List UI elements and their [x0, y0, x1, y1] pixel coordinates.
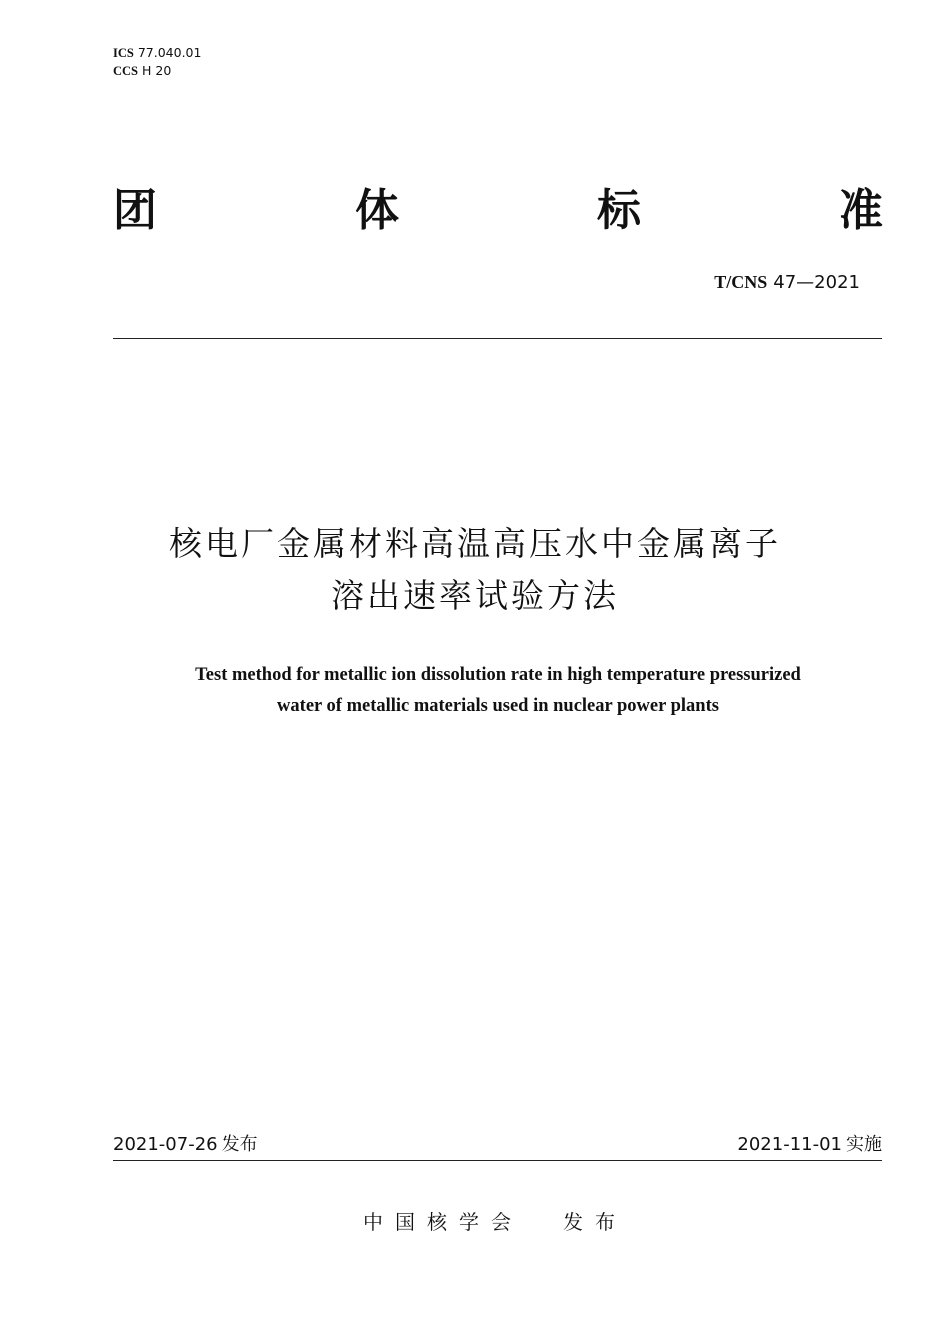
ics-code — [113, 44, 201, 62]
chinese-title — [0, 518, 950, 622]
publisher-action: 发布 — [563, 1210, 627, 1234]
ics-label: ICS — [113, 46, 134, 60]
english-title-line-2: water of metallic materials used in nuclear power plants — [277, 696, 719, 716]
ccs-code — [113, 62, 201, 80]
ccs-value: H 20 — [142, 63, 172, 78]
bottom-divider — [113, 1160, 882, 1161]
publisher-name: 中国核学会 — [363, 1210, 523, 1234]
standard-number — [714, 272, 860, 293]
english-title-line-1: Test method for metallic ion dissolution rate in high temperature pressurized — [195, 665, 801, 685]
standard-type-char: 团 — [113, 185, 157, 236]
standard-number-value: 47—2021 — [773, 272, 860, 293]
publisher-line — [0, 1206, 950, 1235]
implementation-date-label: 实施 — [846, 1134, 882, 1155]
chinese-title-line-1: 核电厂金属材料高温高压水中金属离子 — [169, 524, 781, 563]
standard-number-prefix: T/CNS — [714, 272, 768, 292]
standard-type-char: 准 — [839, 185, 883, 236]
issue-date-value: 2021-07-26 — [113, 1134, 218, 1155]
standard-type-char: 标 — [597, 185, 641, 236]
standard-type-heading — [113, 183, 883, 239]
issue-date — [113, 1130, 258, 1156]
top-divider — [113, 338, 882, 339]
ccs-label: CCS — [113, 64, 139, 78]
chinese-title-line-2: 溶出速率试验方法 — [331, 576, 619, 615]
implementation-date — [737, 1130, 882, 1156]
standard-type-char: 体 — [355, 185, 399, 236]
classification-codes — [113, 44, 201, 80]
issue-date-label: 发布 — [221, 1134, 258, 1155]
ics-value: 77.040.01 — [137, 45, 202, 60]
english-title — [0, 660, 950, 722]
implementation-date-value: 2021-11-01 — [737, 1134, 842, 1155]
